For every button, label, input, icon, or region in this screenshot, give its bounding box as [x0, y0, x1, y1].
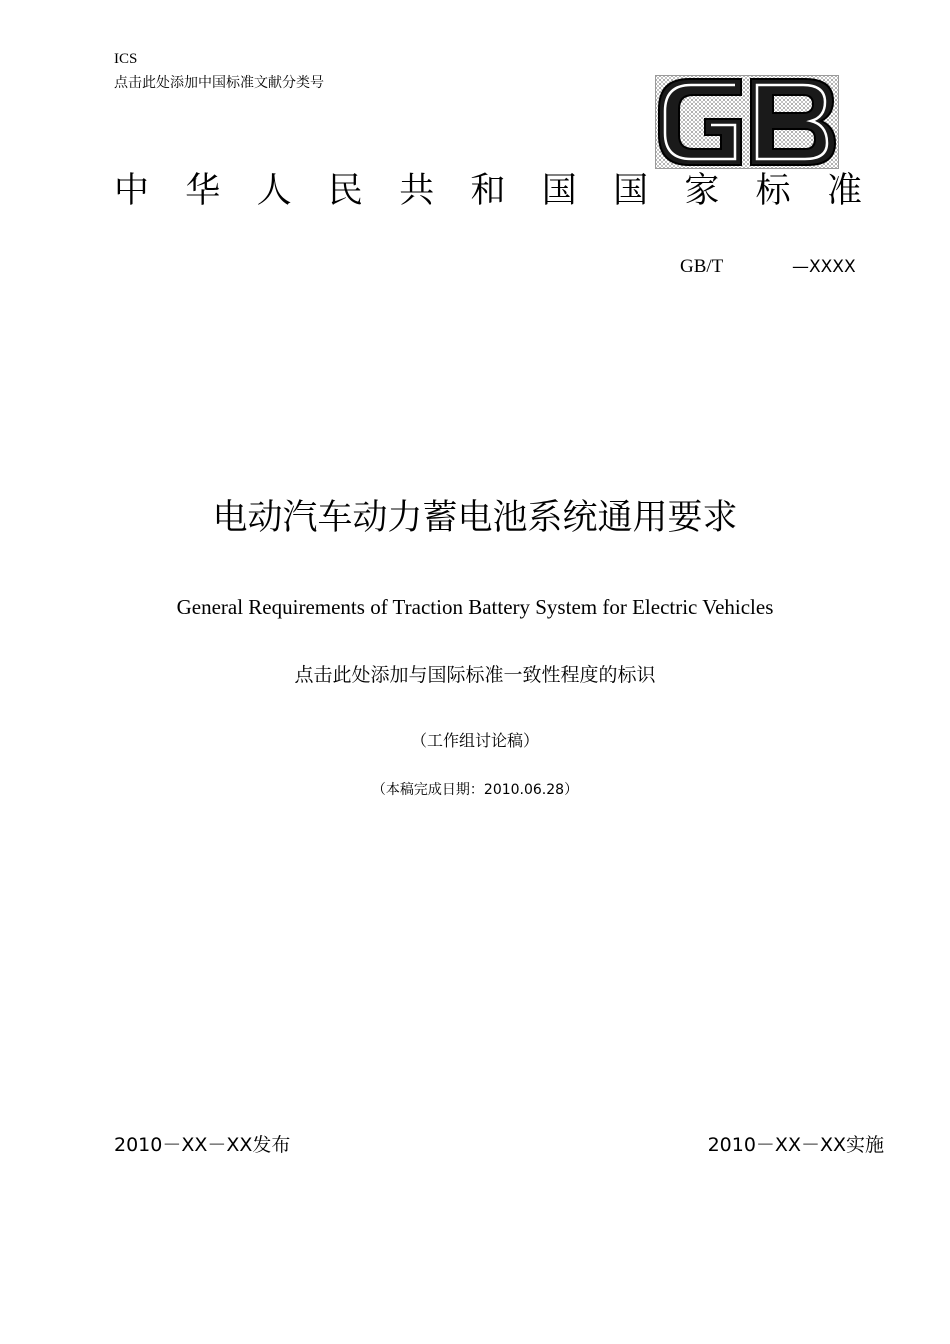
title-char: 共: [399, 171, 435, 211]
document-title-en: General Requirements of Traction Battery System for Electric Vehicles: [176, 595, 774, 619]
gb-logo-graphic: [655, 75, 839, 169]
title-char: 国: [613, 171, 649, 211]
consistency-placeholder[interactable]: 点击此处添加与国际标准一致性程度的标识: [294, 664, 656, 686]
title-char: 国: [541, 171, 577, 211]
title-char: 和: [470, 171, 506, 211]
title-char: 中: [114, 171, 150, 211]
ics-label: ICS: [114, 51, 138, 67]
title-char: 准: [826, 171, 862, 211]
title-char: 标: [755, 171, 791, 211]
draft-stage: （工作组讨论稿）: [410, 731, 539, 750]
title-char: 家: [684, 171, 720, 211]
title-char: 人: [256, 171, 292, 211]
gb-logo: [655, 75, 839, 169]
title-char: 民: [327, 171, 363, 211]
national-standard-title: [114, 170, 862, 212]
document-title-cn: 电动汽车动力蓄电池系统通用要求: [212, 498, 738, 538]
standard-code: GB/T: [680, 256, 724, 277]
standard-year: —XXXX: [792, 257, 856, 277]
publish-date: 2010－XX－XX发布: [114, 1134, 291, 1156]
implement-date: 2010－XX－XX实施: [707, 1134, 884, 1156]
classification-placeholder[interactable]: 点击此处添加中国标准文献分类号: [114, 75, 324, 91]
draft-date: （本稿完成日期：2010.06.28）: [371, 782, 579, 798]
title-char: 华: [185, 171, 221, 211]
